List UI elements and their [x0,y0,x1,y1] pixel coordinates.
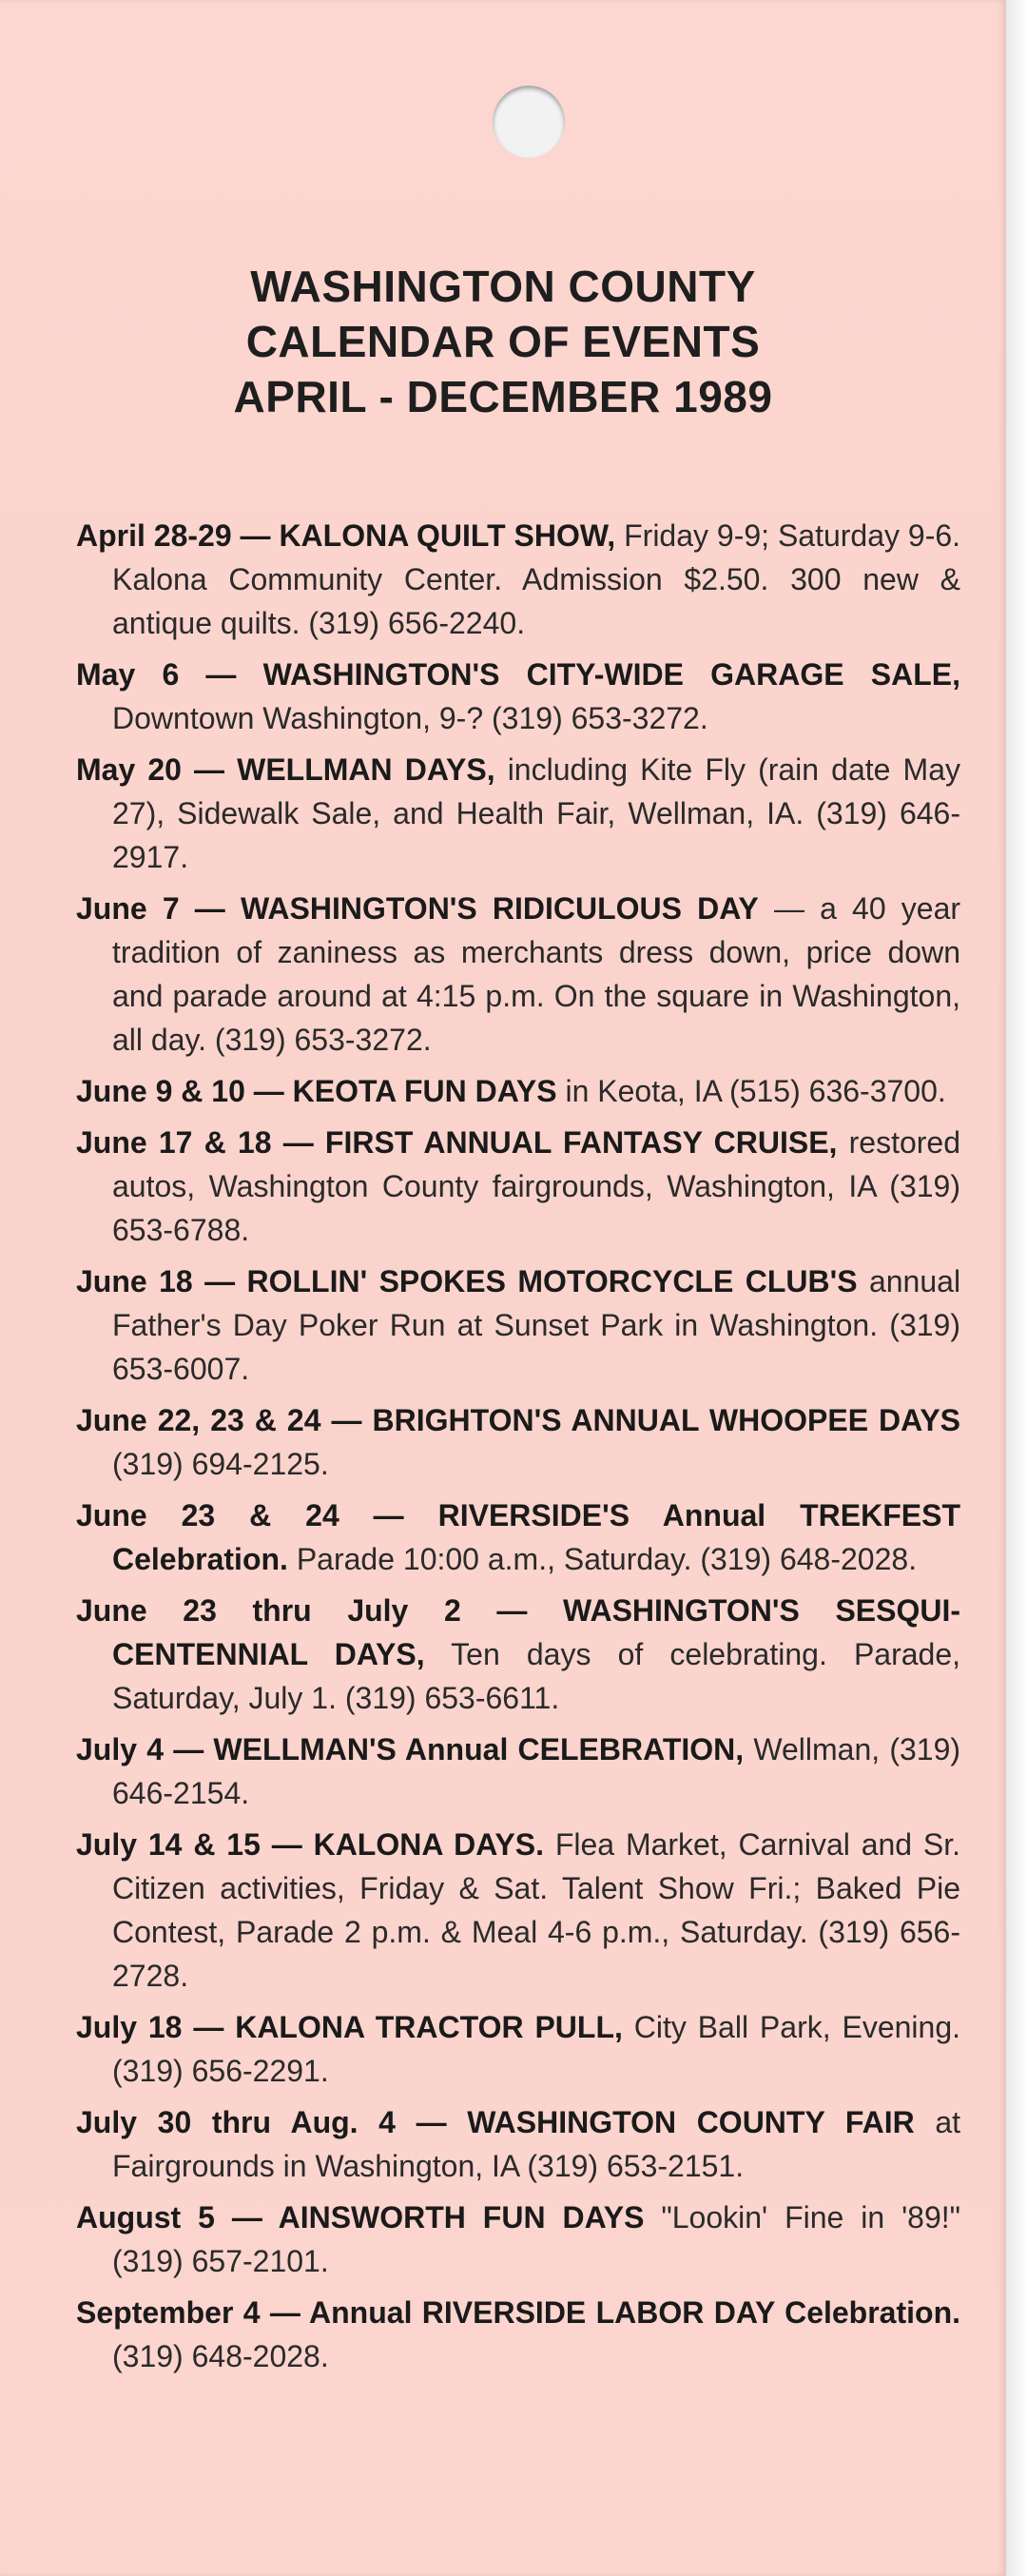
event-name: WELLMAN'S Annual CELEBRATION, [213,1732,745,1766]
event-name: KALONA DAYS. [313,1827,544,1862]
event-name: Annual RIVERSIDE LABOR DAY Celebration. [309,2295,961,2330]
event-description: "Lookin' Fine in '89!" (319) 657-2101. [112,2200,961,2278]
event-item: May 6 — WASHINGTON'S CITY-WIDE GARAGE SALE, Downtown Washington, 9-? (319) 653-3272. [76,657,960,735]
event-item: August 5 — AINSWORTH FUN DAYS "Lookin' Fine in '89!" (319) 657-2101. [76,2200,961,2278]
event-description: restored autos, Washington County fairgrounds, Washington, IA (319) 653-6788. [112,1125,961,1247]
event-item: June 22, 23 & 24 — BRIGHTON'S ANNUAL WHOOPEE DAYS (319) 694-2125. [76,1403,961,1481]
event-name: ROLLIN' SPOKES MOTORCYCLE CLUB'S [246,1264,858,1298]
event-date: June 17 & 18 [76,1125,272,1160]
title-line-3: APRIL - DECEMBER 1989 [233,372,773,421]
event-date: June 18 [76,1264,193,1298]
event-item: June 17 & 18 — FIRST ANNUAL FANTASY CRUISE, restored autos, Washington County fairgrounds, Washington, IA (319) 653-6788. [76,1125,961,1247]
event-date: July 14 & 15 [76,1827,261,1862]
event-description: Friday 9-9; Saturday 9-6. Kalona Community Center. Admission $2.50. 300 new & antique quilts. (319) 656-2240. [112,518,961,640]
event-description: in Keota, IA (515) 636-3700. [565,1074,946,1108]
event-name: RIVERSIDE'S Annual TREKFEST Celebration. [112,1498,961,1576]
event-name: KEOTA FUN DAYS [292,1074,557,1108]
event-description: Wellman, (319) 646-2154. [112,1732,961,1810]
event-date: August 5 [76,2200,215,2234]
event-description: Ten days of celebrating. Parade, Saturday, July 1. (319) 653-6611. [112,1637,961,1715]
title-line-1: WASHINGTON COUNTY [250,262,756,311]
event-description: including Kite Fly (rain date May 27), Sidewalk Sale, and Health Fair, Wellman, IA. (319) 646-2917. [112,752,961,874]
event-date: June 23 & 24 [76,1498,339,1532]
event-description: (319) 694-2125. [112,1447,329,1481]
event-date: May 6 [76,657,180,692]
event-date: June 9 & 10 [76,1074,245,1108]
event-description: Parade 10:00 a.m., Saturday. (319) 648-2028. [296,1542,918,1576]
event-date: September 4 [76,2295,261,2330]
event-name: BRIGHTON'S ANNUAL WHOOPEE DAYS [372,1403,961,1437]
event-item: July 14 & 15 — KALONA DAYS. Flea Market, Carnival and Sr. Citizen activities, Friday & Sat. Talent Show Fri.; Baked Pie Contest, Parade 2 p.m. & Meal 4-6 p.m., Saturday. (319) 656-2728. [76,1827,961,1993]
event-date: July 30 thru Aug. 4 [76,2105,396,2139]
event-date: July 18 [76,2010,183,2044]
event-item: June 9 & 10 — KEOTA FUN DAYS in Keota, IA (515) 636-3700. [76,1074,946,1108]
title-line-2: CALENDAR OF EVENTS [245,317,761,366]
event-description: (319) 648-2028. [112,2339,329,2373]
event-item: June 23 thru July 2 — WASHINGTON'S SESQUI-CENTENNIAL DAYS, Ten days of celebrating. Parade, Saturday, July 1. (319) 653-6611. [76,1593,961,1715]
event-name: AINSWORTH FUN DAYS [278,2200,645,2234]
event-description: — a 40 year tradition of zaniness as merchants dress down, price down and parade around at 4:15 p.m. On the square in Washington, all day. (319) 653-3272. [112,891,961,1057]
page-edge [1006,0,1027,2576]
event-description: annual Father's Day Poker Run at Sunset Park in Washington. (319) 653-6007. [112,1264,961,1386]
event-item: September 4 — Annual RIVERSIDE LABOR DAY Celebration. (319) 648-2028. [76,2295,961,2373]
event-name: WASHINGTON'S CITY-WIDE GARAGE SALE, [262,657,960,692]
event-description: at Fairgrounds in Washington, IA (319) 653-2151. [112,2105,961,2183]
event-date: May 20 [76,752,182,787]
event-name: KALONA TRACTOR PULL, [235,2010,623,2044]
event-item: July 30 thru Aug. 4 — WASHINGTON COUNTY FAIR at Fairgrounds in Washington, IA (319) 653-2151. [76,2105,961,2183]
event-item: June 7 — WASHINGTON'S RIDICULOUS DAY — a 40 year tradition of zaniness as merchants dress down, price down and parade around at 4:15 p.m. On the square in Washington, all day. (319) 653-3272. [76,891,961,1057]
event-date: April 28-29 [76,518,232,553]
event-date: June 22, 23 & 24 [76,1403,321,1437]
page-title [0,259,1006,424]
event-item: May 20 — WELLMAN DAYS, including Kite Fly (rain date May 27), Sidewalk Sale, and Health Fair, Wellman, IA. (319) 646-2917. [76,752,961,874]
event-item: June 23 & 24 — RIVERSIDE'S Annual TREKFEST Celebration. Parade 10:00 a.m., Saturday. (319) 648-2028. [76,1498,961,1576]
event-description: Downtown Washington, 9-? (319) 653-3272. [112,701,708,735]
event-name: WASHINGTON COUNTY FAIR [467,2105,915,2139]
event-item: June 18 — ROLLIN' SPOKES MOTORCYCLE CLUB'S annual Father's Day Poker Run at Sunset Park in Washington. (319) 653-6007. [76,1264,961,1386]
event-date: July 4 [76,1732,165,1766]
event-name: WASHINGTON'S SESQUI-CENTENNIAL DAYS, [112,1593,961,1671]
event-name: KALONA QUILT SHOW, [279,518,616,553]
event-item: July 18 — KALONA TRACTOR PULL, City Ball Park, Evening. (319) 656-2291. [76,2010,961,2088]
event-date: June 23 thru July 2 [76,1593,461,1628]
event-name: WASHINGTON'S RIDICULOUS DAY [240,891,759,926]
event-item: April 28-29 — KALONA QUILT SHOW, Friday 9-9; Saturday 9-6. Kalona Community Center. Admission $2.50. 300 new & antique quilts. (319) 656-2240. [76,518,961,640]
event-item: July 4 — WELLMAN'S Annual CELEBRATION, Wellman, (319) 646-2154. [76,1732,961,1810]
event-name: WELLMAN DAYS, [237,752,495,787]
events-list [76,514,960,2386]
event-description: Flea Market, Carnival and Sr. Citizen activities, Friday & Sat. Talent Show Fri.; Baked Pie Contest, Parade 2 p.m. & Meal 4-6 p.m., Saturday. (319) 656-2728. [112,1827,961,1993]
event-description: City Ball Park, Evening. (319) 656-2291. [112,2010,961,2088]
hang-hole [493,86,565,158]
event-name: FIRST ANNUAL FANTASY CRUISE, [324,1125,838,1160]
event-date: June 7 [76,891,180,926]
